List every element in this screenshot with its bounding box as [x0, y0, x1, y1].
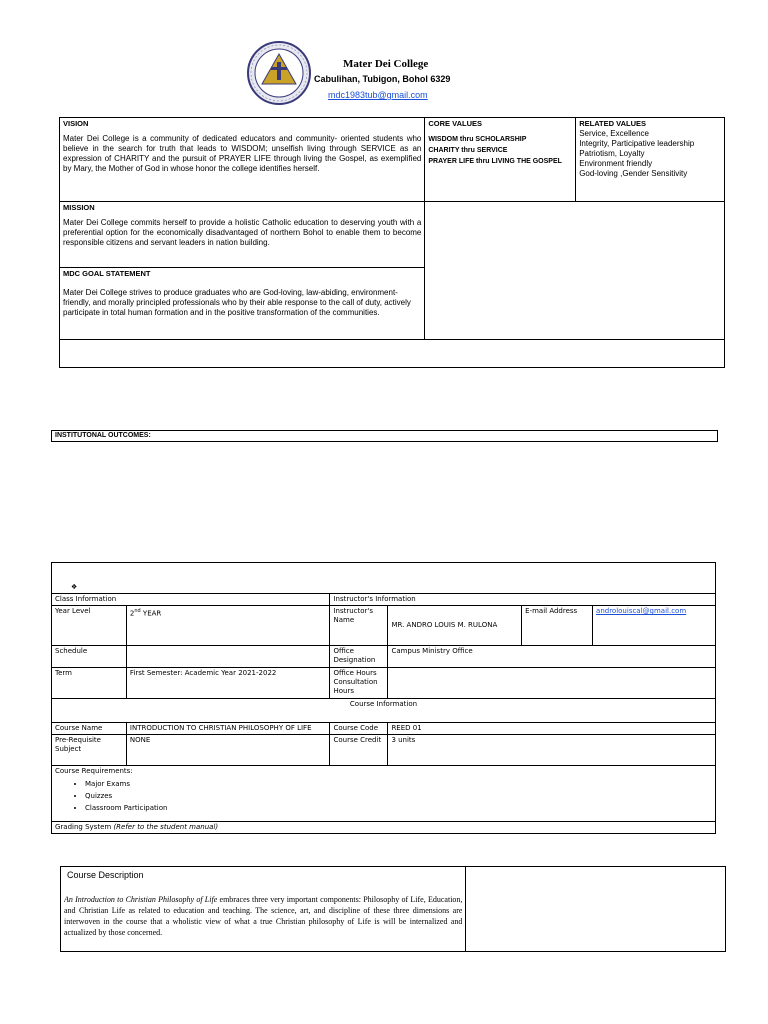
requirement-item: • Major Exams	[85, 778, 712, 790]
bullet-row	[52, 563, 716, 594]
course-code-value: REED 01	[388, 723, 716, 735]
instructor-information-label: Instructor's Information	[330, 594, 716, 606]
related-value-item: Patriotism, Loyalty	[579, 149, 645, 158]
course-name-value: INTRODUCTION TO CHRISTIAN PHILOSOPHY OF LIFE	[126, 723, 330, 735]
institutional-outcomes-label: INSTITUTONAL OUTCOMES:	[51, 430, 718, 442]
vision-text: Mater Dei College is a community of dedicated educators and community- oriented students who believe in the search for truth that leads to WISDOM; unselfish living through SERVICE as an expression of CHARITY and the pursuit of PRAYER LIFE through living the Gospel, as exemplified by Mary, the Mother of God in whose honor the college identifies herself.	[63, 134, 422, 173]
schedule-label: Schedule	[52, 646, 127, 668]
core-values-cell	[425, 118, 576, 202]
blank-right-cell	[425, 202, 725, 340]
year-level-value: 2nd YEAR	[126, 606, 330, 646]
prerequisite-label: Pre-Requisite Subject	[52, 735, 127, 766]
vision-cell	[60, 118, 425, 202]
mission-cell	[60, 202, 425, 268]
instructor-email-link[interactable]: androlouiscal@gmail.com	[593, 606, 716, 646]
office-hours-cell	[330, 668, 388, 699]
office-designation-value: Campus Ministry Office	[388, 646, 716, 668]
core-value-item: PRAYER LIFE thru LIVING THE GOSPEL	[428, 158, 562, 165]
course-description-title: Course Description	[67, 870, 144, 880]
college-seal-logo	[246, 40, 312, 106]
college-email-link[interactable]: mdc1983tub@gmail.com	[328, 90, 428, 100]
requirements-cell	[52, 766, 716, 822]
course-description-cell	[61, 867, 466, 952]
office-hours-label: Office Hours	[333, 669, 377, 677]
grading-system-row	[52, 822, 716, 834]
requirements-list	[55, 778, 712, 814]
mission-text: Mater Dei College commits herself to provide a holistic Catholic education to deserving youth with a preferential option for the economically disadvantaged of northern Bohol to enable them to become responsible citizens and servant leaders in nation building.	[63, 218, 422, 247]
diamond-bullet-icon: ❖	[71, 583, 78, 591]
year-level-label: Year Level	[52, 606, 127, 646]
requirements-label: Course Requirements:	[55, 767, 133, 775]
core-values-label: CORE VALUES	[428, 119, 482, 128]
course-description-table	[60, 866, 726, 952]
related-value-item: God-loving ,Gender Sensitivity	[579, 169, 688, 178]
prerequisite-value: NONE	[126, 735, 330, 766]
term-value: First Semester: Academic Year 2021-2022	[126, 668, 330, 699]
vision-label: VISION	[63, 119, 89, 128]
blank-bottom-row	[60, 340, 725, 368]
college-name: Mater Dei College	[343, 58, 429, 70]
office-designation-label: Office Designation	[330, 646, 388, 668]
instructor-name-value: MR. ANDRO LOUIS M. RULONA	[388, 606, 522, 646]
instructor-name-label: Instructor's Name	[330, 606, 388, 646]
requirement-item: • Classroom Participation	[85, 802, 712, 814]
course-credit-label: Course Credit	[330, 735, 388, 766]
consultation-hours-label: Consultation Hours	[333, 678, 378, 695]
college-address: Cabulihan, Tubigon, Bohol 6329	[314, 74, 451, 84]
email-label: E-mail Address	[522, 606, 593, 646]
grading-system-note: (Refer to the student manual)	[113, 823, 219, 831]
related-value-item: Service, Excellence	[579, 129, 649, 138]
related-values-cell	[576, 118, 725, 202]
course-description-text: An Introduction to Christian Philosophy of Life embraces three very important components: Philosophy of Life, Education, and Christian Life as related to education and teaching. The science, art, and discipline of these three dimensions are interwoven in the course that a wholistic view of what a true Christian philosophy of Life is will be internalized and actualized by those concerned.	[64, 895, 463, 937]
related-values-label: RELATED VALUES	[579, 119, 646, 128]
related-value-item: Integrity, Participative leadership	[579, 139, 695, 148]
class-info-table	[51, 562, 716, 834]
course-credit-value: 3 units	[388, 735, 716, 766]
core-value-item: WISDOM thru SCHOLARSHIP	[428, 136, 527, 143]
course-code-label: Course Code	[330, 723, 388, 735]
course-description-blank	[466, 867, 726, 952]
vmgo-table	[59, 117, 725, 368]
course-information-label: Course Information	[52, 699, 716, 723]
course-name-label: Course Name	[52, 723, 127, 735]
goal-label: MDC GOAL STATEMENT	[63, 269, 151, 278]
class-information-label: Class Information	[52, 594, 330, 606]
core-value-item: CHARITY thru SERVICE	[428, 147, 508, 154]
grading-system-label: Grading System	[55, 823, 112, 831]
schedule-value	[126, 646, 330, 668]
mission-label: MISSION	[63, 203, 95, 212]
related-value-item: Environment friendly	[579, 159, 653, 168]
goal-text: Mater Dei College strives to produce graduates who are God-loving, law-abiding, environment-friendly, and morally principled professionals who by their able response to the call of duty, actively participate in total human formation and in the positive transformation of the communities.	[63, 288, 411, 317]
term-label: Term	[52, 668, 127, 699]
office-hours-value	[388, 668, 716, 699]
goal-cell	[60, 268, 425, 340]
requirement-item: • Quizzes	[85, 790, 712, 802]
